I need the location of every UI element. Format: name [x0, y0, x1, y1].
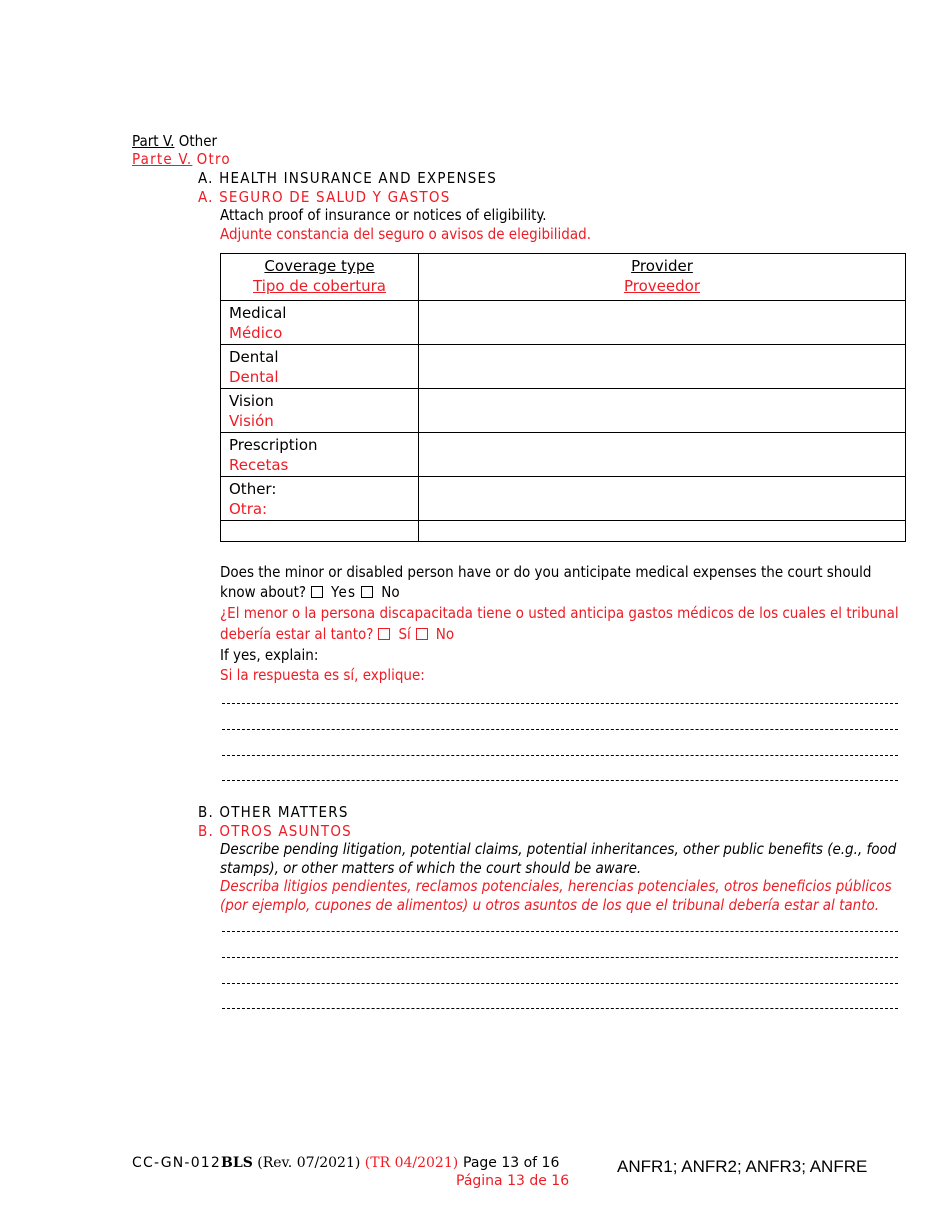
coverage-label-en: Other:	[229, 480, 277, 498]
no-label-es: No	[435, 625, 455, 643]
table-row	[221, 389, 906, 433]
provider-input-prescription[interactable]	[419, 433, 906, 477]
coverage-label-en: Medical	[229, 304, 287, 322]
coverage-table-header	[221, 254, 906, 301]
part-label-en: Part V.	[132, 132, 175, 150]
explain-label-es: Si la respuesta es sí, explique:	[220, 666, 425, 684]
provider-input-dental[interactable]	[419, 345, 906, 389]
section-b-instruction-en-line1: Describe pending litigation, potential claims, potential inheritances, other public benefits (e.g., food	[220, 840, 897, 858]
part-label-es: Parte V.	[132, 150, 193, 168]
explain-line[interactable]	[222, 729, 898, 730]
coverage-table	[220, 253, 906, 542]
explain-label-en: If yes, explain:	[220, 646, 319, 664]
explain-line[interactable]	[222, 703, 898, 704]
provider-header	[419, 254, 906, 301]
section-b-instruction-es-line1: Describa litigios pendientes, reclamos potenciales, herencias potenciales, otros beneficios públicos	[220, 877, 892, 895]
provider-input-vision[interactable]	[419, 389, 906, 433]
provider-input-other[interactable]	[419, 477, 906, 521]
medical-question-es-line2	[220, 625, 454, 644]
provider-header-es: Proveedor	[624, 277, 700, 295]
part-heading-es	[132, 150, 231, 169]
table-row	[221, 345, 906, 389]
provider-header-en: Provider	[631, 257, 693, 275]
coverage-label-es: Recetas	[229, 456, 289, 474]
other-matters-line[interactable]	[222, 1008, 898, 1009]
other-provider-input[interactable]	[419, 521, 906, 542]
part-heading-en	[132, 132, 217, 151]
page-number-en: Page 13 of 16	[463, 1155, 560, 1171]
medical-question-en-line2	[220, 583, 400, 602]
table-row	[221, 477, 906, 521]
coverage-label-es: Médico	[229, 324, 283, 342]
medical-question-es-line1: ¿El menor o la persona discapacitada tiene o usted anticipa gastos médicos de los cuales el tribunal	[220, 604, 899, 622]
section-b-heading-en: B. OTHER MATTERS	[198, 803, 349, 821]
medical-question-es-end: debería estar al tanto?	[220, 625, 374, 643]
section-a-instruction-es: Adjunte constancia del seguro o avisos de elegibilidad.	[220, 225, 591, 243]
yes-label-es: Sí	[398, 625, 411, 643]
coverage-type-header-es: Tipo de cobertura	[253, 277, 386, 295]
other-matters-line[interactable]	[222, 983, 898, 984]
section-a-instruction-en: Attach proof of insurance or notices of eligibility.	[220, 206, 547, 224]
coverage-type-cell	[221, 345, 419, 389]
yes-label-en: Yes	[331, 583, 357, 601]
coverage-label-es: Visión	[229, 412, 274, 430]
page-number-es: Página 13 de 16	[456, 1173, 570, 1189]
section-a-heading-en: A. HEALTH INSURANCE AND EXPENSES	[198, 169, 497, 187]
section-a-heading-es: A. SEGURO DE SALUD Y GASTOS	[198, 188, 451, 206]
no-label-en: No	[381, 583, 400, 601]
coverage-type-header	[221, 254, 419, 301]
other-matters-line[interactable]	[222, 957, 898, 958]
coverage-label-en: Dental	[229, 348, 279, 366]
coverage-label-en: Prescription	[229, 436, 318, 454]
no-checkbox-en[interactable]	[361, 586, 373, 598]
explain-line[interactable]	[222, 755, 898, 756]
medical-question-en-line1: Does the minor or disabled person have or do you anticipate medical expenses the court should	[220, 563, 872, 581]
form-translation-revision: (TR 04/2021)	[364, 1155, 459, 1171]
coverage-label-es: Otra:	[229, 500, 268, 518]
coverage-type-cell	[221, 433, 419, 477]
yes-checkbox-es[interactable]	[378, 628, 390, 640]
table-row	[221, 301, 906, 345]
coverage-label-es: Dental	[229, 368, 279, 386]
coverage-type-cell	[221, 301, 419, 345]
coverage-type-cell	[221, 477, 419, 521]
medical-question-en-end: know about?	[220, 583, 307, 601]
yes-checkbox-en[interactable]	[311, 586, 323, 598]
provider-input-medical[interactable]	[419, 301, 906, 345]
other-coverage-type-input[interactable]	[221, 521, 419, 542]
coverage-label-en: Vision	[229, 392, 274, 410]
no-checkbox-es[interactable]	[416, 628, 428, 640]
section-b-instruction-en-line2: stamps), or other matters of which the court should be aware.	[220, 859, 642, 877]
form-revision: (Rev. 07/2021)	[257, 1155, 361, 1171]
explain-line[interactable]	[222, 780, 898, 781]
field-ids: ANFR1; ANFR2; ANFR3; ANFRE	[617, 1157, 868, 1176]
section-b-instruction-es-line2: (por ejemplo, cupones de alimentos) u otros asuntos de los que el tribunal debería estar al tanto.	[220, 896, 880, 914]
form-suffix: BLS	[221, 1155, 253, 1171]
part-title-en: Other	[178, 132, 218, 150]
coverage-type-header-en: Coverage type	[264, 257, 375, 275]
other-matters-line[interactable]	[222, 931, 898, 932]
table-row	[221, 521, 906, 542]
form-id	[132, 1154, 458, 1172]
coverage-type-cell	[221, 389, 419, 433]
section-b-heading-es: B. OTROS ASUNTOS	[198, 822, 352, 840]
form-code: CC-GN-012	[132, 1155, 222, 1171]
table-row	[221, 433, 906, 477]
part-title-es: Otro	[196, 150, 231, 168]
